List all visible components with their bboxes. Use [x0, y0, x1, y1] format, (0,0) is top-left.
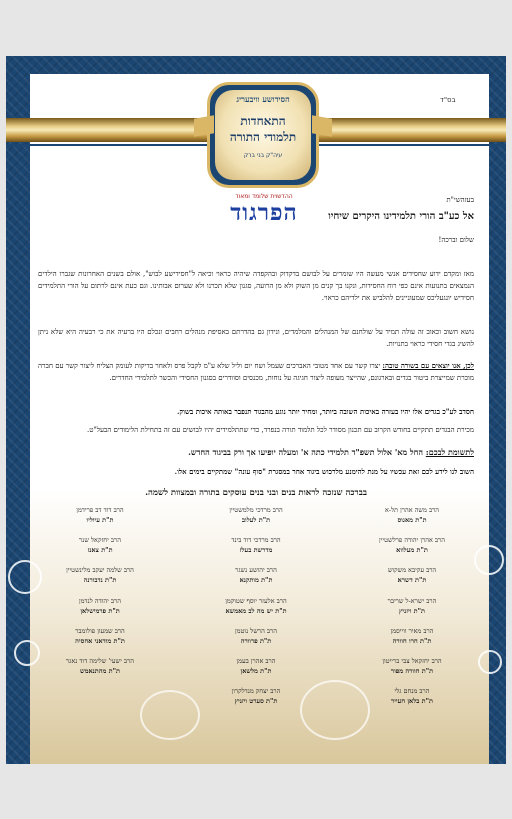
logo-ribbon-left	[194, 115, 214, 137]
signature-title: ת"ת חרו חוורה	[392, 637, 432, 645]
paragraph-2: נושא חשוב וכאוב זה עולה תמיד על שולחנם של המנהלים והמלמדים, ונידון גם בהדרתם באסיפת מנהלים רחבים ונכלם היו ברעיה את כי רבעיה היא שלא ניתן להשיג בגדי חסידי כראוי בתנויות.	[38, 328, 474, 348]
bsd-mark: בס"ד	[440, 96, 456, 104]
signature	[346, 566, 478, 584]
signature-name: הרב שלמה יעקב מלינשטיין	[66, 566, 134, 574]
signature	[346, 687, 478, 705]
signature-name: הרב דוד דב פרידמן	[76, 506, 124, 514]
signature-title: ת"ת פרוורה	[240, 637, 272, 645]
organization-logo	[207, 82, 319, 188]
signature	[190, 627, 322, 645]
signature-title: ת"ת צאנז	[87, 546, 113, 554]
letter-date: בעזהשי"ת	[446, 196, 474, 204]
signature-title: ת"ת עיוליו	[86, 516, 114, 524]
swirl-ornament-right-2	[478, 650, 502, 674]
signature-name: הרב מאיר ווייסמן	[390, 627, 434, 635]
signature	[346, 627, 478, 645]
signature	[190, 566, 322, 584]
signature-title: ת"ת מודאני אחסיה	[75, 637, 125, 645]
signature	[190, 506, 322, 524]
logo-title-line2: תלמודי התורה	[229, 130, 297, 144]
logo-ribbon-right	[312, 115, 332, 137]
signature-name: הרב אהרן בעמן	[236, 657, 276, 665]
paragraph-5: מכירת הבגדים תתקיים בחודש הקרוב עם תכנון מסודר לכל תלמוד תורה בנפרד, כדי שתתלמידים יהיו לבושים עם זה בתחילת הלימודים הבעל"ט.	[87, 426, 474, 434]
brand-logo-text: הפרגוד	[230, 199, 298, 226]
signature-name: הרב מרדכי מלמשטיין	[229, 506, 283, 514]
signature-name: הרב הרשל נוטמן	[235, 627, 277, 635]
logo-badge-inner	[215, 90, 311, 180]
signature	[34, 506, 166, 524]
signature-name: הרב יהודה לנדמן	[79, 597, 121, 605]
logo-title-line1: התאחדות	[240, 114, 286, 128]
signature	[34, 597, 166, 615]
paragraph-6	[38, 446, 474, 458]
paragraph-4: חסדב לע"כ בגדים אלו יהיו בעזרה באיכות השובה ביותר, ומחיר יותר נוגע מהבגוד תנפבר באותה איכות בשוק.	[176, 407, 474, 416]
brand-subtitle: ההדשוית שלומד ומאוד	[235, 193, 293, 200]
paragraph-3	[38, 360, 474, 384]
signature	[190, 687, 322, 705]
signature	[346, 536, 478, 554]
signature	[346, 597, 478, 615]
signature	[34, 566, 166, 584]
signature-title: ת"ת מהתנאמש	[80, 667, 120, 675]
signature-name: הרב שמעון פולומבר	[75, 627, 125, 635]
signature	[346, 657, 478, 675]
signature-name: הרב מנחם גלי	[394, 687, 430, 695]
signature	[34, 536, 166, 554]
signature-title: ת"ת יש מה לב מאמשא	[225, 607, 287, 615]
signature	[346, 506, 478, 524]
signature-name: הרב אהרן יהודה פרלשטיין	[379, 536, 445, 544]
paragraph-6-lead: לתשומת לבכם:	[425, 447, 474, 457]
signature-title: ת"ת מאגוס	[397, 516, 427, 524]
signature	[190, 536, 322, 554]
signature	[34, 627, 166, 645]
letter-address: אל כע"ב הורי תלמידינו היקרים שיחיו	[328, 211, 474, 222]
signature-title: ת"ת מלשאן	[240, 667, 272, 675]
signature-title: ת"ת דשרא	[397, 576, 427, 584]
signature-title: ת"ת ויזניץ	[399, 607, 425, 615]
signature-name: הרב יצחק מנדלקרון	[231, 687, 281, 695]
signature-title: ת"ת חוורה מפור	[390, 667, 434, 675]
signature-title: ת"ת לעלוב	[241, 516, 271, 524]
logo-location: עיה"ק בני ברק	[243, 152, 283, 159]
paragraph-6-body: החל מא' אלול תשפ"ד תלמידי כתה א' ומעלה יופיעו אך ורק בביגוד החדש.	[188, 447, 426, 457]
paragraph-1: מאז ומקדם ידוע שחסידים אנשי מעשה היו שומרים על לבושם בדקדוק ובהקפדה שיהיה כראוי וכיאה ל"חסידישע לבוש", אולם בשנים האחרונות שגברו הילדים הנמצאים בתנועות אינם כפי רוח החסידות, ונקנו בך קנים מן השוק ולא מן הרועה, סגנון שלא תכרנו ולא שערום אבותינו. וגם כעת אינם לרתום על הורי התלמידים חסידיש יונגעליכס שמעוניינים להלביש את ילדיהם כראוי.	[38, 270, 474, 302]
signature-title: ת"ת מותקנא	[239, 576, 273, 584]
signature	[34, 657, 166, 675]
signature-name: הרב משה אהרן תל-א	[384, 506, 440, 514]
signature-name: הרב יחזקאל צבי ברייטון	[382, 657, 442, 665]
signature-name: הרב עקיבא משקוש	[387, 566, 437, 574]
signature-name: הרב יחזקאל שנר	[79, 536, 121, 544]
signature-title: ת"ת בלאן חעייר	[391, 697, 433, 705]
logo-arc-text: הסידושע וויבעריג	[236, 94, 290, 104]
paragraph-3-lead: לכן, אנו יוצאים עם בשורה טובה:	[382, 361, 475, 370]
closing-blessing: בברכה שנזכה לראות בנים ובני בנים עוסקים בתורה ובמצוות לשמה.	[145, 488, 367, 498]
signature-title: ת"ת פרמישלאן	[80, 607, 120, 615]
signature-name: הרב יהושע נשגר	[235, 566, 277, 574]
signature-title: מדרשת בעלז	[239, 546, 273, 554]
signature	[190, 597, 322, 615]
paragraph-7: השוב לנו לידע לכם זאת עכשיו על מנת להימנע מלרכוש ביגוד אחר במסגרת "סוף עונה" שמתקיים בימים אלו.	[174, 467, 474, 476]
paragraph-3-body: יצרו קשר עם אחד מטובי האברכים שעמל ושח יום וליל שלא ע"מ לקבל פרס ולאחר בדיקות לעומק הצליח ליצור קשר עם חברה מוכרת שמייצרת ביטור בגדים ובארגונם, שהייצר מעופה ליצור חגיגה על נוחות, מכנסים וסוודרים בסגנון החסידי והכשר לתלמידי החדרים.	[38, 362, 474, 382]
signature-name: הרב ישרא-ל שריבר	[387, 597, 437, 605]
signature-title: ת"ת נדבורנה	[83, 576, 117, 584]
signature-name: הרב מרדכי דוד בינד	[231, 536, 281, 544]
letter-greeting: שלום וברכה!	[438, 236, 474, 244]
signature	[190, 657, 322, 675]
signature-title: ת"ת סערט ויזניץ	[234, 697, 278, 705]
signature-title: ת"ת מעלווא	[396, 546, 428, 554]
signature-name: הרב ישעי' שלימה דוד נאגר	[65, 657, 134, 665]
swirl-ornament-right	[474, 545, 504, 575]
signature-name: הרב אלעזר יוסף שטוקמן	[225, 597, 287, 605]
